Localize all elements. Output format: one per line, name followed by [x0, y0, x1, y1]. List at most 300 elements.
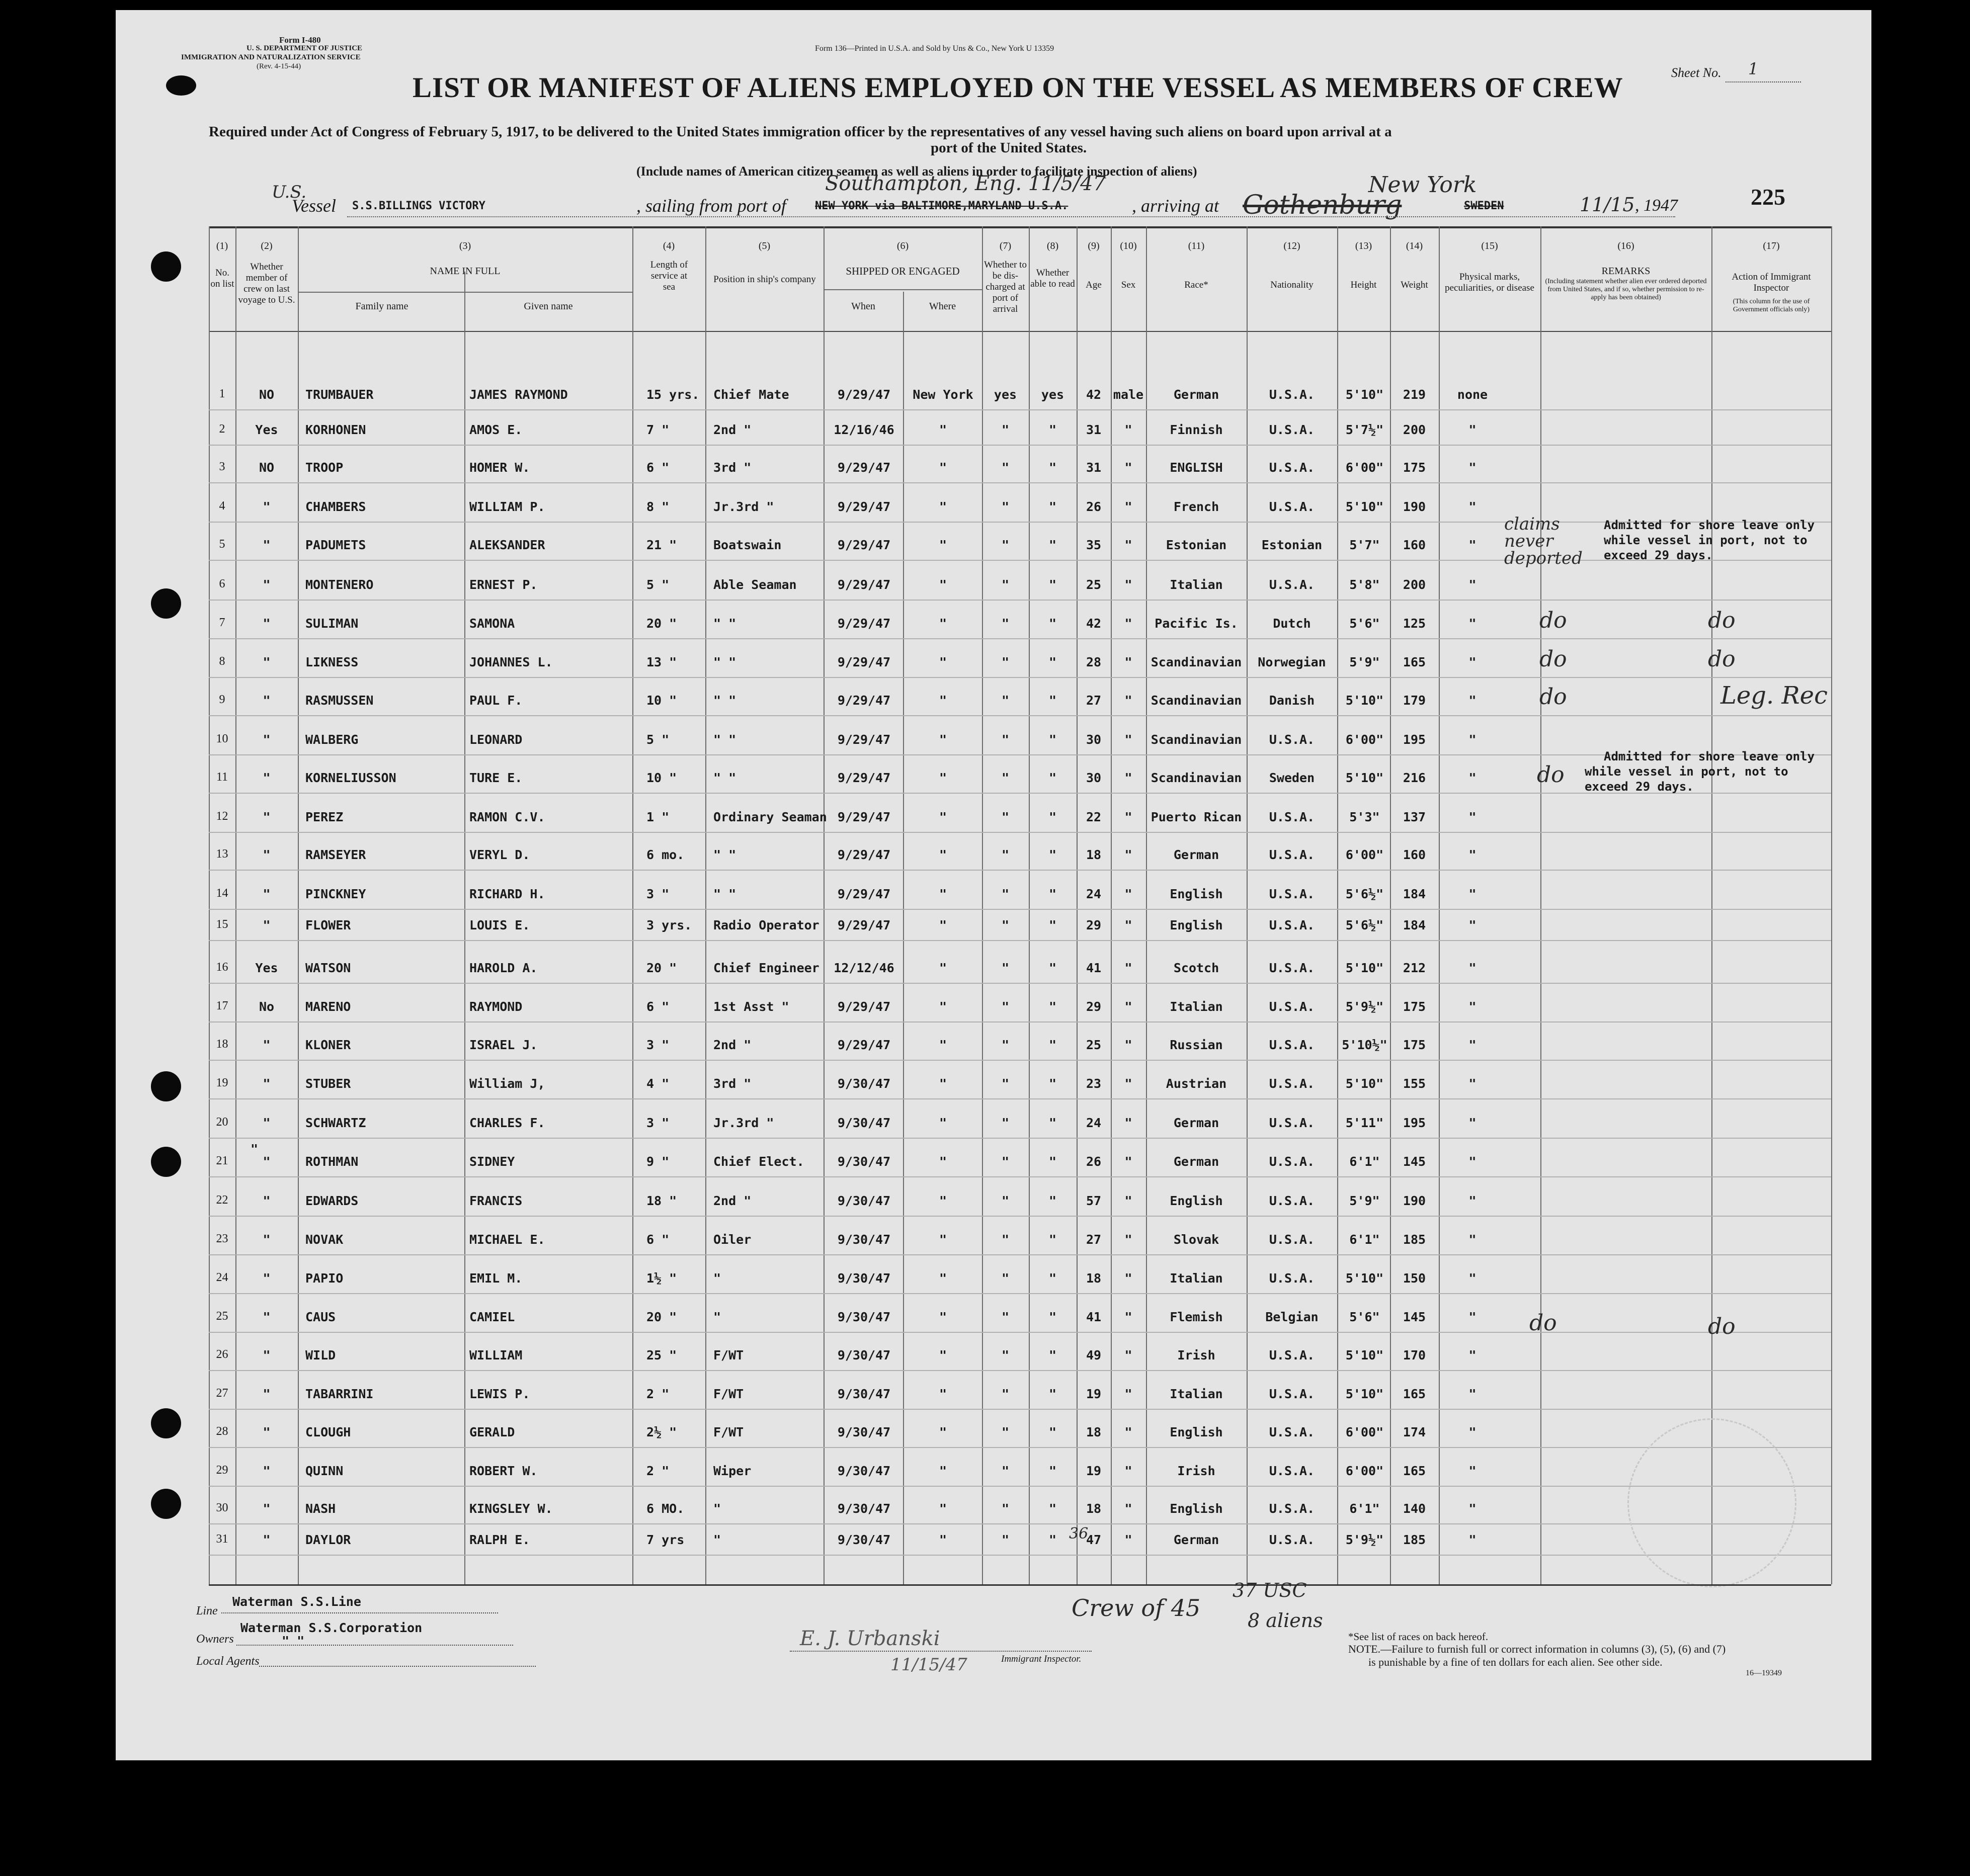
row-rule — [209, 983, 1831, 984]
length-of-service: 2 " — [646, 1387, 670, 1401]
row-number: 20 — [216, 1116, 228, 1129]
nationality: U.S.A. — [1269, 577, 1315, 592]
ditto-mark: do — [1539, 646, 1567, 672]
age: 41 — [1086, 1310, 1102, 1324]
shipped-when: 9/30/47 — [837, 1310, 891, 1324]
row-number: 15 — [216, 918, 228, 931]
discharged: " — [1001, 1193, 1010, 1208]
column-header: Given name — [524, 301, 573, 312]
column-header: (This column for the use of Government officials only) — [1733, 298, 1810, 313]
given-name: CAMIEL — [469, 1310, 515, 1324]
position: " " — [713, 693, 736, 708]
shipped-when: 9/30/47 — [837, 1076, 891, 1091]
age: 18 — [1086, 1425, 1102, 1439]
position: F/WT — [713, 1348, 744, 1362]
row-rule — [209, 1254, 1831, 1255]
nationality: U.S.A. — [1269, 999, 1315, 1014]
column-divider — [1831, 226, 1832, 1584]
height: 5'10½" — [1342, 1038, 1387, 1052]
shipped-where: " — [939, 1116, 947, 1130]
column-header: Whether able to read — [1030, 268, 1075, 289]
age-correction: 36 — [1069, 1525, 1089, 1543]
column-header: SHIPPED OR ENGAGED — [846, 265, 960, 277]
able-to-read: " — [1048, 1038, 1057, 1052]
arriving-country: SWEDEN — [1464, 200, 1504, 212]
ink-blot — [166, 75, 196, 96]
race: Scandinavian — [1151, 771, 1242, 785]
given-name: KINGSLEY W. — [469, 1501, 553, 1516]
row-rule — [209, 1523, 1831, 1524]
family-name: SCHWARTZ — [305, 1116, 366, 1130]
height: 5'6½" — [1345, 887, 1384, 901]
remarks-text: while vessel in port, not to — [1585, 764, 1788, 779]
nationality: Norwegian — [1258, 655, 1326, 669]
physical-marks: " — [1468, 961, 1476, 975]
agents-label: Local Agents — [196, 1655, 260, 1668]
position: Jr.3rd " — [713, 1116, 774, 1130]
height: 5'9" — [1349, 655, 1380, 669]
shipped-when: 9/29/47 — [837, 538, 891, 552]
nationality: U.S.A. — [1269, 1464, 1315, 1478]
height: 6'00" — [1345, 732, 1384, 747]
given-name: CHARLES F. — [469, 1116, 545, 1130]
length-of-service: 10 " — [646, 693, 677, 708]
action-note: Leg. Rec — [1720, 681, 1828, 710]
row-rule — [209, 1060, 1831, 1061]
race: ENGLISH — [1170, 460, 1223, 475]
row-number: 12 — [216, 810, 228, 823]
agents-underline — [259, 1666, 536, 1667]
column-number: (14) — [1406, 240, 1423, 251]
discharged: " — [1001, 847, 1010, 862]
given-name: AMOS E. — [469, 422, 523, 437]
position: Oiler — [713, 1232, 752, 1247]
race: Italian — [1170, 1387, 1223, 1401]
physical-marks: " — [1468, 1425, 1476, 1439]
shipped-where: New York — [913, 387, 973, 402]
position: 1st Asst " — [713, 999, 789, 1014]
weight: 174 — [1403, 1425, 1426, 1439]
column-header: Whether to be dis-charged at port of arrival — [984, 260, 1027, 314]
physical-marks: " — [1468, 1464, 1476, 1478]
weight: 165 — [1403, 1464, 1426, 1478]
height: 6'1" — [1349, 1501, 1380, 1516]
height: 5'6" — [1349, 1310, 1380, 1324]
form-number: Form I-480 — [279, 35, 321, 45]
sex: " — [1124, 538, 1132, 552]
shipped-when: 12/16/46 — [834, 422, 894, 437]
nationality: U.S.A. — [1269, 1076, 1315, 1091]
height: 5'7" — [1349, 538, 1380, 552]
race: Irish — [1177, 1348, 1215, 1362]
weight: 219 — [1403, 387, 1426, 402]
shipped-where: " — [939, 1038, 947, 1052]
column-header: When — [851, 301, 875, 312]
able-to-read: " — [1048, 732, 1057, 747]
height: 6'00" — [1345, 847, 1384, 862]
family-name: KORHONEN — [305, 422, 366, 437]
vessel-label: Vessel — [292, 196, 336, 216]
physical-marks: " — [1468, 732, 1476, 747]
age: 19 — [1086, 1464, 1102, 1478]
department: U. S. DEPARTMENT OF JUSTICE — [247, 44, 363, 52]
sex: " — [1124, 1116, 1132, 1130]
shipped-when: 9/29/47 — [837, 732, 891, 747]
arriving-year: , 1947 — [1635, 196, 1678, 215]
height: 5'10" — [1345, 1271, 1384, 1286]
race: Scotch — [1173, 961, 1219, 975]
given-name: EMIL M. — [469, 1271, 523, 1286]
race: English — [1170, 1425, 1223, 1439]
physical-marks: " — [1468, 460, 1476, 475]
length-of-service: 8 " — [646, 499, 670, 514]
length-of-service: 3 " — [646, 1116, 670, 1130]
able-to-read: " — [1048, 1464, 1057, 1478]
family-name: NASH — [305, 1501, 336, 1516]
given-name: JAMES RAYMOND — [469, 387, 568, 402]
discharged: " — [1001, 1154, 1010, 1169]
column-divider — [1540, 226, 1541, 1584]
sex: " — [1124, 961, 1132, 975]
nationality: U.S.A. — [1269, 887, 1315, 901]
row-rule — [209, 1370, 1831, 1371]
able-to-read: " — [1048, 1116, 1057, 1130]
position: " — [713, 1501, 721, 1516]
physical-marks: none — [1457, 387, 1488, 402]
previous-voyage: NO — [259, 460, 275, 475]
shipped-when: 9/29/47 — [837, 810, 891, 824]
discharged: " — [1001, 771, 1010, 785]
race: German — [1173, 387, 1219, 402]
race: Scandinavian — [1151, 655, 1242, 669]
able-to-read: " — [1048, 1154, 1057, 1169]
discharged: " — [1001, 616, 1010, 631]
age: 42 — [1086, 616, 1102, 631]
able-to-read: " — [1048, 693, 1057, 708]
row-rule — [209, 1486, 1831, 1487]
physical-marks: " — [1468, 499, 1476, 514]
discharged: " — [1001, 1232, 1010, 1247]
age: 28 — [1086, 655, 1102, 669]
age: 35 — [1086, 538, 1102, 552]
previous-voyage: " — [263, 1387, 271, 1401]
given-name: ISRAEL J. — [469, 1038, 538, 1052]
age: 18 — [1086, 1501, 1102, 1516]
length-of-service: 13 " — [646, 655, 677, 669]
height: 6'1" — [1349, 1154, 1380, 1169]
nationality: Dutch — [1273, 616, 1311, 631]
column-number: (9) — [1088, 240, 1100, 251]
able-to-read: " — [1048, 1232, 1057, 1247]
column-header: Family name — [355, 301, 408, 312]
shipped-where: " — [939, 616, 947, 631]
weight: 175 — [1403, 999, 1426, 1014]
physical-marks: " — [1468, 1271, 1476, 1286]
able-to-read: " — [1048, 655, 1057, 669]
shipped-when: 9/29/47 — [837, 847, 891, 862]
weight: 185 — [1403, 1532, 1426, 1547]
length-of-service: 5 " — [646, 577, 670, 592]
weight: 185 — [1403, 1232, 1426, 1247]
column-number: (17) — [1763, 240, 1780, 251]
row-number: 25 — [216, 1310, 228, 1323]
previous-voyage: " — [263, 1271, 271, 1286]
sailing-label: , sailing from port of — [636, 196, 786, 216]
given-name: HAROLD A. — [469, 961, 538, 975]
position: 3rd " — [713, 1076, 752, 1091]
previous-voyage: " — [263, 655, 271, 669]
race: Finnish — [1170, 422, 1223, 437]
discharged: " — [1001, 1310, 1010, 1324]
physical-marks: " — [1468, 1193, 1476, 1208]
discharged: yes — [994, 387, 1017, 402]
age: 22 — [1086, 810, 1102, 824]
row-number: 28 — [216, 1425, 228, 1438]
weight: 212 — [1403, 961, 1426, 975]
able-to-read: " — [1048, 1501, 1057, 1516]
length-of-service: 15 yrs. — [646, 387, 700, 402]
height: 5'9½" — [1345, 999, 1384, 1014]
shipped-when: 9/29/47 — [837, 887, 891, 901]
previous-voyage: " — [263, 1116, 271, 1130]
sex: " — [1124, 1387, 1132, 1401]
sex: male — [1113, 387, 1144, 402]
able-to-read: " — [1048, 1348, 1057, 1362]
race: French — [1173, 499, 1219, 514]
line-underline — [221, 1612, 498, 1613]
binder-hole — [151, 1408, 181, 1438]
weight: 184 — [1403, 918, 1426, 932]
race: Italian — [1170, 1271, 1223, 1286]
position: 3rd " — [713, 460, 752, 475]
shipped-where: " — [939, 422, 947, 437]
header-bottom-border — [209, 331, 1831, 332]
able-to-read: " — [1048, 918, 1057, 932]
shipped-where: " — [939, 1232, 947, 1247]
position: Wiper — [713, 1464, 752, 1478]
nationality: Belgian — [1265, 1310, 1319, 1324]
shipped-when: 9/30/47 — [837, 1387, 891, 1401]
able-to-read: " — [1048, 499, 1057, 514]
age: 26 — [1086, 499, 1102, 514]
height: 5'8" — [1349, 577, 1380, 592]
shipped-where: " — [939, 1076, 947, 1091]
given-name: RICHARD H. — [469, 887, 545, 901]
physical-marks: " — [1468, 847, 1476, 862]
inspector-date: 11/15/47 — [890, 1655, 967, 1675]
nationality: U.S.A. — [1269, 1501, 1315, 1516]
discharged: " — [1001, 655, 1010, 669]
discharged: " — [1001, 1501, 1010, 1516]
position: Jr.3rd " — [713, 499, 774, 514]
race: German — [1173, 1532, 1219, 1547]
age: 23 — [1086, 1076, 1102, 1091]
column-header: Nationality — [1270, 280, 1314, 290]
ditto-mark: do — [1529, 1310, 1557, 1336]
shipped-when: 9/29/47 — [837, 1038, 891, 1052]
shipped-when: 9/30/47 — [837, 1501, 891, 1516]
age: 19 — [1086, 1387, 1102, 1401]
length-of-service: 3 " — [646, 1038, 670, 1052]
length-of-service: 6 " — [646, 460, 670, 475]
position: " " — [713, 655, 736, 669]
form-code: 16—19349 — [1746, 1669, 1782, 1677]
able-to-read: " — [1048, 577, 1057, 592]
height: 6'1" — [1349, 1232, 1380, 1247]
weight: 165 — [1403, 1387, 1426, 1401]
previous-voyage: " — [263, 1464, 271, 1478]
age: 49 — [1086, 1348, 1102, 1362]
shipped-subheader-line — [824, 289, 982, 290]
family-name: TROOP — [305, 460, 344, 475]
column-number: (13) — [1355, 240, 1372, 251]
able-to-read: " — [1048, 1387, 1057, 1401]
previous-voyage: Yes — [255, 422, 278, 437]
row-number: 10 — [216, 732, 228, 745]
column-number: (4) — [663, 240, 675, 251]
owners-ditto: " " — [282, 1634, 305, 1648]
row-rule — [209, 1409, 1831, 1410]
sex: " — [1124, 1193, 1132, 1208]
previous-voyage: Yes — [255, 961, 278, 975]
shipped-when: 9/29/47 — [837, 616, 891, 631]
sex: " — [1124, 1501, 1132, 1516]
family-name: CHAMBERS — [305, 499, 366, 514]
race: Russian — [1170, 1038, 1223, 1052]
previous-voyage: " — [263, 1425, 271, 1439]
weight: 190 — [1403, 499, 1426, 514]
shipped-where: " — [939, 577, 947, 592]
shipped-where: " — [939, 961, 947, 975]
family-name: CLOUGH — [305, 1425, 351, 1439]
race: English — [1170, 887, 1223, 901]
physical-marks: " — [1468, 577, 1476, 592]
column-header: Where — [929, 301, 956, 312]
physical-marks: " — [1468, 918, 1476, 932]
length-of-service: 1½ " — [646, 1271, 677, 1286]
row-number: 17 — [216, 999, 228, 1012]
given-name: GERALD — [469, 1425, 515, 1439]
family-name: MARENO — [305, 999, 351, 1014]
given-name: FRANCIS — [469, 1193, 523, 1208]
weight: 145 — [1403, 1310, 1426, 1324]
arriving-port: Gothenburg — [1243, 190, 1402, 220]
previous-voyage: NO — [259, 387, 275, 402]
race: Slovak — [1173, 1232, 1219, 1247]
race: Flemish — [1170, 1310, 1223, 1324]
row-rule — [209, 754, 1831, 755]
us-mark: U.S. — [272, 182, 307, 202]
column-header: Height — [1350, 280, 1377, 290]
given-name: ROBERT W. — [469, 1464, 538, 1478]
crew-breakdown: 37 USC — [1233, 1579, 1307, 1601]
sex: " — [1124, 1154, 1132, 1169]
race: German — [1173, 1116, 1219, 1130]
weight: 179 — [1403, 693, 1426, 708]
height: 5'10" — [1345, 499, 1384, 514]
weight: 160 — [1403, 538, 1426, 552]
weight: 145 — [1403, 1154, 1426, 1169]
weight: 190 — [1403, 1193, 1426, 1208]
physical-marks: " — [1468, 1348, 1476, 1362]
row-number: 18 — [216, 1038, 228, 1051]
arriving-handwritten: New York — [1368, 172, 1477, 198]
binder-hole — [151, 588, 181, 619]
sex: " — [1124, 1348, 1132, 1362]
shipped-where: " — [939, 655, 947, 669]
position: " — [713, 1271, 721, 1286]
family-name: FLOWER — [305, 918, 351, 932]
binder-hole — [151, 1147, 181, 1177]
discharged: " — [1001, 538, 1010, 552]
weight: 195 — [1403, 1116, 1426, 1130]
shipped-when: 9/29/47 — [837, 577, 891, 592]
age: 47 — [1086, 1532, 1102, 1547]
row-number: 5 — [219, 538, 225, 551]
row-number: 13 — [216, 847, 228, 861]
weight: 150 — [1403, 1271, 1426, 1286]
nationality: U.S.A. — [1269, 918, 1315, 932]
column-number: (12) — [1283, 240, 1300, 251]
length-of-service: 20 " — [646, 961, 677, 975]
race: Pacific Is. — [1155, 616, 1238, 631]
name-subheader-line — [298, 292, 632, 293]
remarks-text: while vessel in port, not to — [1604, 533, 1808, 547]
subtitle-line-1: Required under Act of Congress of February 5, 1917, to be delivered to the United States immigration officer by the representatives of any vessel having such aliens on board upon arrival at a — [209, 124, 1392, 140]
previous-voyage: " — [263, 1310, 271, 1324]
given-name: TURE E. — [469, 771, 523, 785]
sex: " — [1124, 577, 1132, 592]
given-name: LOUIS E. — [469, 918, 530, 932]
previous-voyage: " — [263, 887, 271, 901]
row-number: 21 — [216, 1154, 228, 1167]
length-of-service: 25 " — [646, 1348, 677, 1362]
shipped-when: 9/30/47 — [837, 1271, 891, 1286]
shipped-where: " — [939, 1501, 947, 1516]
physical-marks: " — [1468, 887, 1476, 901]
length-of-service: 6 " — [646, 1232, 670, 1247]
column-header: Sex — [1121, 280, 1136, 290]
row-number: 1 — [219, 387, 225, 400]
column-number: (6) — [896, 240, 909, 251]
nationality: U.S.A. — [1269, 847, 1315, 862]
height: 6'00" — [1345, 1425, 1384, 1439]
row-number: 27 — [216, 1387, 228, 1400]
family-name: EDWARDS — [305, 1193, 359, 1208]
nationality: Sweden — [1269, 771, 1315, 785]
column-number: (3) — [459, 240, 471, 251]
race: Irish — [1177, 1464, 1215, 1478]
column-divider — [464, 272, 465, 1584]
age: 27 — [1086, 1232, 1102, 1247]
length-of-service: 10 " — [646, 771, 677, 785]
column-number: (16) — [1617, 240, 1634, 251]
shipped-when: 9/30/47 — [837, 1232, 891, 1247]
shipped-where: " — [939, 918, 947, 932]
official-seal — [1627, 1418, 1796, 1587]
height: 5'6" — [1349, 616, 1380, 631]
row-rule — [209, 1138, 1831, 1139]
discharged: " — [1001, 918, 1010, 932]
row-rule — [209, 638, 1831, 639]
given-name: VERYL D. — [469, 847, 530, 862]
shipped-where: " — [939, 460, 947, 475]
shipped-when: 9/29/47 — [837, 655, 891, 669]
row-number: 24 — [216, 1271, 228, 1284]
remarks-text: exceed 29 days. — [1585, 780, 1694, 794]
height: 5'11" — [1345, 1116, 1384, 1130]
given-name: ALEKSANDER — [469, 538, 545, 552]
